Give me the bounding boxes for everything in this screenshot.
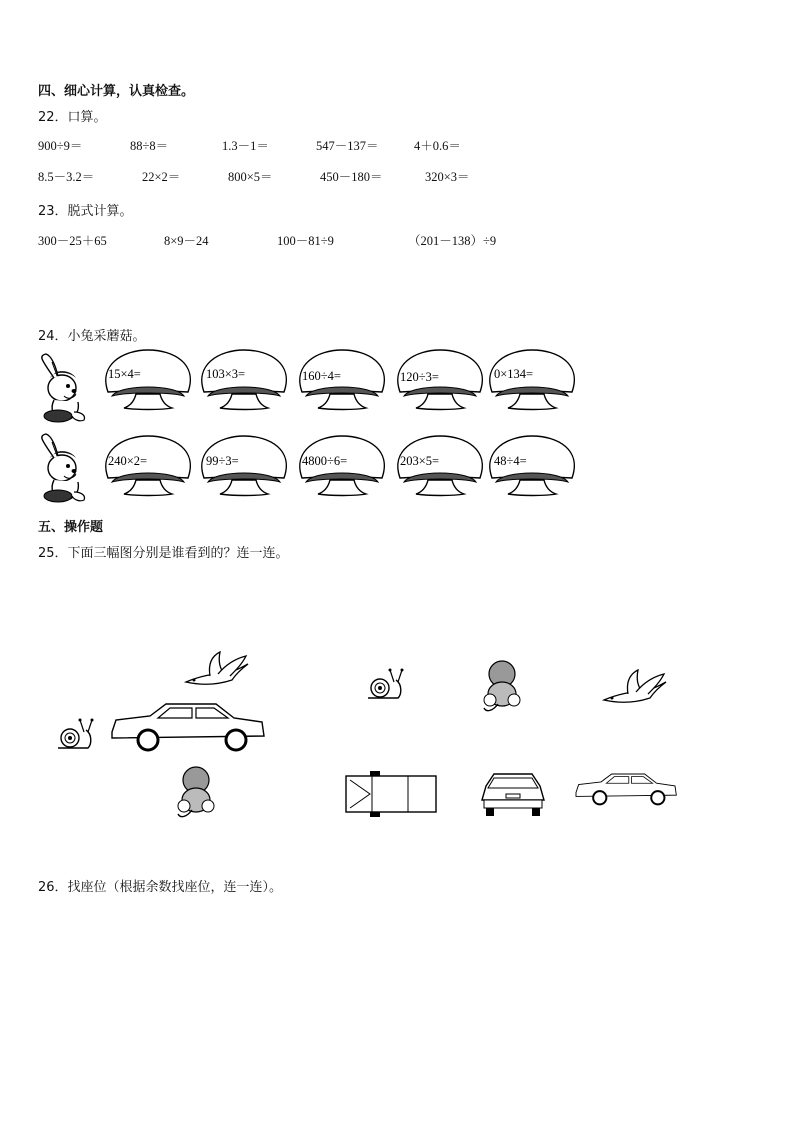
q23-expr: 8×9－24 xyxy=(164,234,209,248)
snail-image xyxy=(368,669,404,699)
car-top-view-image xyxy=(346,771,436,817)
car-side-view-image xyxy=(112,704,264,750)
q22-r2-expr: 8.5－3.2＝ xyxy=(38,170,95,184)
q23-expr: 100－81÷9 xyxy=(277,234,334,248)
mushroom-label: 15×4= xyxy=(108,367,141,381)
mushroom-label: 160÷4= xyxy=(302,369,341,383)
q22-r2-expr: 450－180＝ xyxy=(320,170,383,184)
q22-title: 22．口算。 xyxy=(38,110,107,125)
mushroom-label: 4800÷6= xyxy=(302,454,348,468)
q22-r1-expr: 4＋0.6＝ xyxy=(414,139,461,153)
mushroom-label: 203×5= xyxy=(400,454,440,468)
monkey-back-image xyxy=(178,767,214,817)
rabbit-image xyxy=(42,354,85,422)
monkey-back-image xyxy=(484,661,520,711)
car-front-view-image xyxy=(482,774,544,816)
q24-title: 24．小兔采蘑菇。 xyxy=(38,329,146,344)
mushroom-label: 99÷3= xyxy=(206,454,239,468)
section-4-title: 四、细心计算，认真检查。 xyxy=(38,84,195,99)
section-5-title: 五、操作题 xyxy=(38,520,104,535)
q22-r2-expr: 800×5＝ xyxy=(228,170,273,184)
swallow-bird-image xyxy=(186,652,248,684)
rabbit-image xyxy=(42,434,85,502)
q23-title: 23．脱式计算。 xyxy=(38,204,133,219)
mushroom-label: 0×134= xyxy=(494,367,534,381)
q26-title: 26．找座位（根据余数找座位，连一连）。 xyxy=(38,880,283,895)
q22-r2-expr: 22×2＝ xyxy=(142,170,181,184)
q25-title: 25．下面三幅图分别是谁看到的？连一连。 xyxy=(38,546,289,561)
mushroom-label: 103×3= xyxy=(206,367,246,381)
q23-expr: 300－25＋65 xyxy=(38,234,107,248)
swallow-bird-image xyxy=(604,670,666,702)
q22-r2-expr: 320×3＝ xyxy=(425,170,470,184)
mushroom-label: 240×2= xyxy=(108,454,148,468)
q22-r1-expr: 1.3－1＝ xyxy=(222,139,269,153)
q22-r1-expr: 547－137＝ xyxy=(316,139,379,153)
mushroom-label: 48÷4= xyxy=(494,454,527,468)
q22-r1-expr: 88÷8＝ xyxy=(130,139,169,153)
mushroom-label: 120÷3= xyxy=(400,370,439,384)
q23-expr: （201－138）÷9 xyxy=(408,234,497,248)
car-side-view-image xyxy=(576,774,676,804)
snail-image xyxy=(58,719,94,749)
q22-r1-expr: 900÷9＝ xyxy=(38,139,83,153)
